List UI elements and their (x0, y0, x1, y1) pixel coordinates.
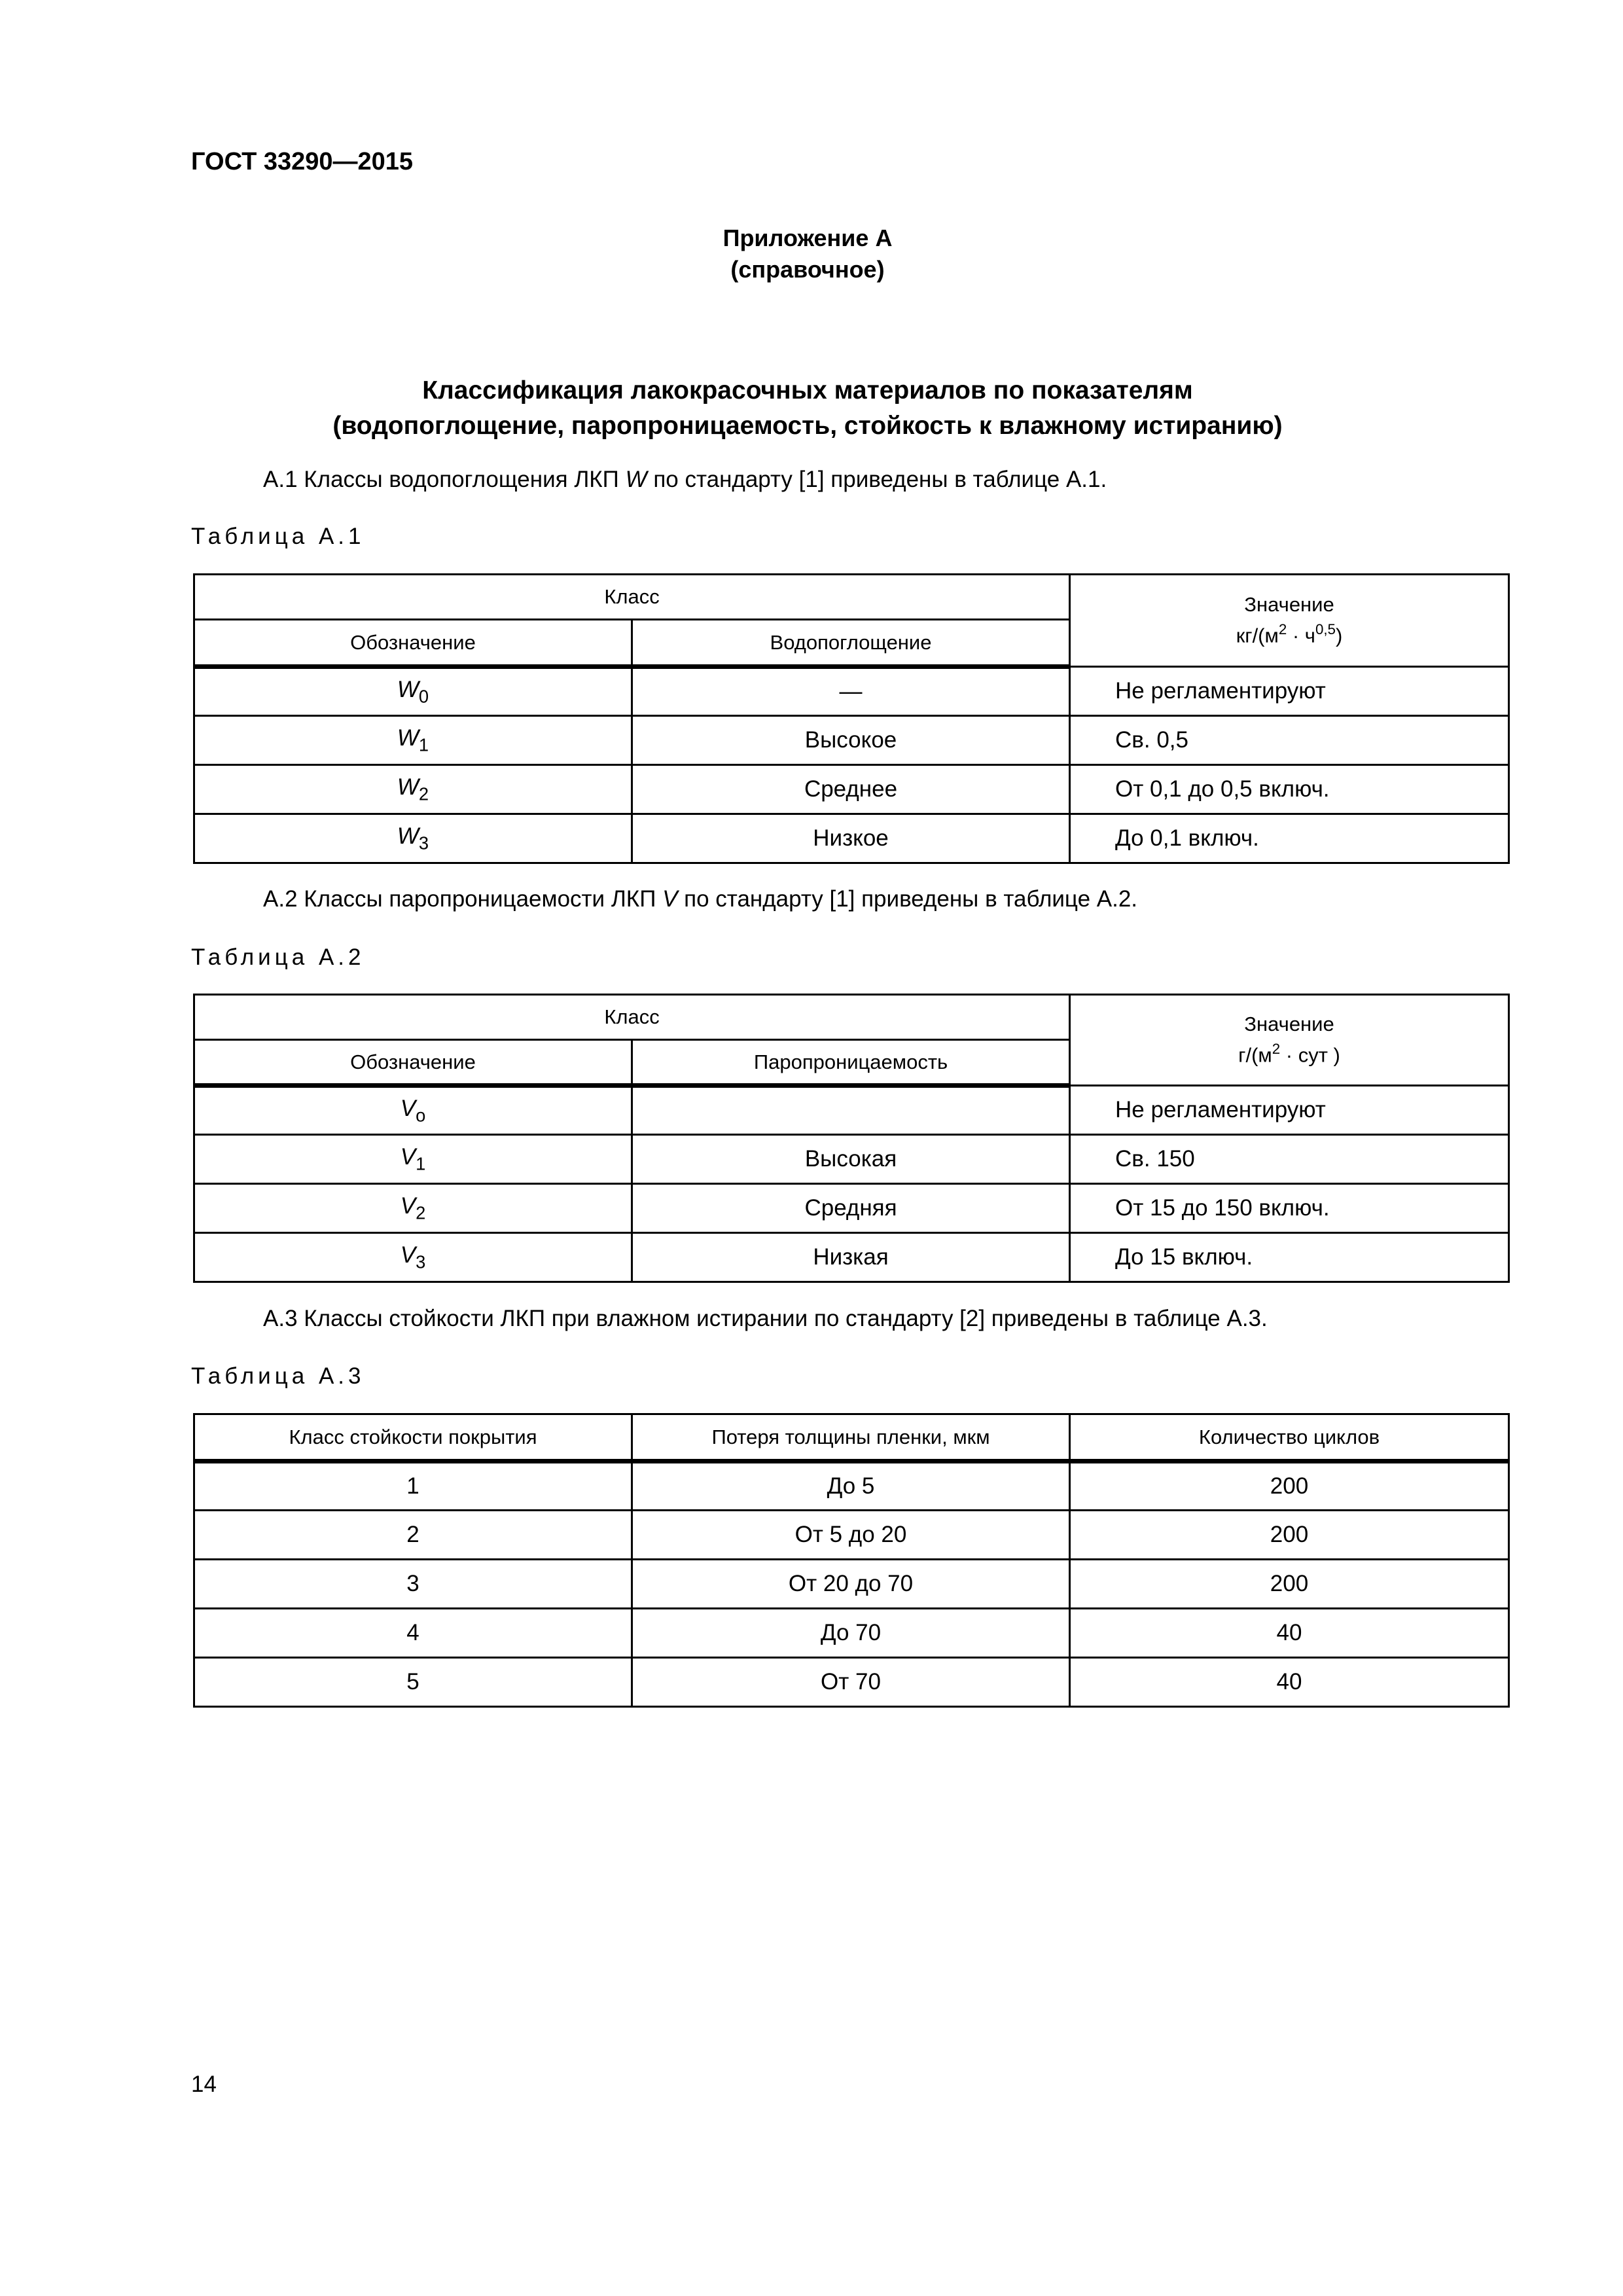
table-a3-cycles-cell: 40 (1070, 1658, 1509, 1707)
table-row (194, 1658, 1509, 1707)
table-row (194, 814, 1509, 863)
table-a3 (193, 1413, 1510, 1708)
table-a2-symbol-cell: $V_1$ (194, 1135, 632, 1184)
table-a3-class-cell: 2 (194, 1511, 632, 1560)
section-title-line2: (водопоглощение, паропроницаемость, стойкость к влажному истиранию) (332, 412, 1283, 440)
table-a2-value-cell: От 15 до 150 включ. (1070, 1184, 1509, 1233)
table-a1-property-cell: — (632, 667, 1070, 716)
table-a3-header-loss: Потеря толщины пленки, мкм (632, 1414, 1070, 1462)
table-a1-value-cell: Св. 0,5 (1070, 716, 1509, 765)
table-a1-header-value-label: Значение (1244, 593, 1334, 617)
table-row (194, 1184, 1509, 1233)
table-row (194, 1560, 1509, 1609)
table-a1-header-designation: Обозначение (194, 620, 632, 667)
table-a1-value-cell: Не регламентируют (1070, 667, 1509, 716)
section-title-line1: Классификация лакокрасочных материалов по показателям (422, 376, 1193, 404)
table-a1-symbol-cell: $W_2$ (194, 765, 632, 814)
table-a1 (193, 573, 1510, 864)
table-a1-header-property: Водопоглощение (632, 620, 1070, 667)
table-a3-cycles-cell: 200 (1070, 1462, 1509, 1511)
table-row (194, 1609, 1509, 1658)
table-a3-header-class: Класс стойкости покрытия (194, 1414, 632, 1462)
table-a2-value-cell: Св. 150 (1070, 1135, 1509, 1184)
table-a3-loss-cell: От 20 до 70 (632, 1560, 1070, 1609)
table-a2-header-value-label: Значение (1244, 1013, 1334, 1036)
table-a2 (193, 994, 1510, 1283)
paragraph-a1 (263, 467, 1107, 493)
appendix-type: (справочное) (730, 256, 885, 283)
paragraph-a1-text-end: по стандарту [1] приведены в таблице А.1. (647, 467, 1107, 492)
table-row (194, 667, 1509, 716)
table-a3-loss-cell: От 70 (632, 1658, 1070, 1707)
appendix-heading (191, 223, 1424, 285)
table-a2-caption: Таблица А.2 (191, 944, 365, 970)
table-a2-header-property: Паропроницаемость (632, 1040, 1070, 1086)
document-code: ГОСТ 33290—2015 (191, 148, 414, 175)
table-a1-symbol-cell: $W_3$ (194, 814, 632, 863)
paragraph-a2-symbol: V (662, 886, 678, 912)
table-a3-cycles-cell: 200 (1070, 1511, 1509, 1560)
table-row (194, 1511, 1509, 1560)
table-a1-property-cell: Высокое (632, 716, 1070, 765)
table-row (194, 1086, 1509, 1135)
table-a3-class-cell: 1 (194, 1462, 632, 1511)
table-a2-property-cell: Средняя (632, 1184, 1070, 1233)
table-a3-loss-cell: До 70 (632, 1609, 1070, 1658)
table-a2-header-class: Класс (194, 995, 1070, 1040)
table-a3-class-cell: 3 (194, 1560, 632, 1609)
table-a3-cycles-cell: 40 (1070, 1609, 1509, 1658)
section-title (191, 373, 1424, 444)
table-a2-property-cell: Высокая (632, 1135, 1070, 1184)
table-row (194, 1135, 1509, 1184)
table-row (194, 716, 1509, 765)
table-a1-value-cell: До 0,1 включ. (1070, 814, 1509, 863)
table-a1-value-cell: От 0,1 до 0,5 включ. (1070, 765, 1509, 814)
paragraph-a2-text-end: по стандарту [1] приведены в таблице А.2. (677, 886, 1138, 912)
table-a2-symbol-cell: $V_3$ (194, 1233, 632, 1282)
paragraph-a1-text: А.1 Классы водопоглощения ЛКП (263, 467, 626, 492)
table-a1-header-value (1070, 575, 1509, 667)
table-a2-header-value (1070, 995, 1509, 1086)
table-a2-header-designation: Обозначение (194, 1040, 632, 1086)
table-a2-property-cell (632, 1086, 1070, 1135)
page-number: 14 (191, 2072, 217, 2097)
paragraph-a1-symbol: W (625, 467, 647, 492)
table-row (194, 1233, 1509, 1282)
table-a1-header-unit: $кг/(м^2 \cdot ч^{0,5})$ (1236, 621, 1343, 647)
table-a2-symbol-cell: $V_о$ (194, 1086, 632, 1135)
table-row (194, 1462, 1509, 1511)
table-a2-value-cell: До 15 включ. (1070, 1233, 1509, 1282)
table-a1-property-cell: Низкое (632, 814, 1070, 863)
table-a3-cycles-cell: 200 (1070, 1560, 1509, 1609)
table-a1-caption: Таблица А.1 (191, 524, 365, 549)
table-a1-symbol-cell: $W_1$ (194, 716, 632, 765)
table-a3-loss-cell: До 5 (632, 1462, 1070, 1511)
table-a2-symbol-cell: $V_2$ (194, 1184, 632, 1233)
table-a1-property-cell: Среднее (632, 765, 1070, 814)
paragraph-a2-text: А.2 Классы паропроницаемости ЛКП (263, 886, 663, 912)
table-a3-class-cell: 5 (194, 1658, 632, 1707)
table-a2-header-unit: $г/(м^2$ · сут ) (1238, 1041, 1340, 1067)
table-a3-caption: Таблица А.3 (191, 1363, 365, 1389)
table-row (194, 765, 1509, 814)
table-a2-value-cell: Не регламентируют (1070, 1086, 1509, 1135)
table-a1-symbol-cell: $W_0$ (194, 667, 632, 716)
table-a3-class-cell: 4 (194, 1609, 632, 1658)
table-a3-header-cycles: Количество циклов (1070, 1414, 1509, 1462)
paragraph-a3: А.3 Классы стойкости ЛКП при влажном истирании по стандарту [2] приведены в таблице А.3. (263, 1306, 1268, 1331)
appendix-title: Приложение А (722, 224, 893, 251)
paragraph-a2 (263, 886, 1137, 912)
table-a3-loss-cell: От 5 до 20 (632, 1511, 1070, 1560)
table-a2-property-cell: Низкая (632, 1233, 1070, 1282)
table-a1-header-class: Класс (194, 575, 1070, 620)
